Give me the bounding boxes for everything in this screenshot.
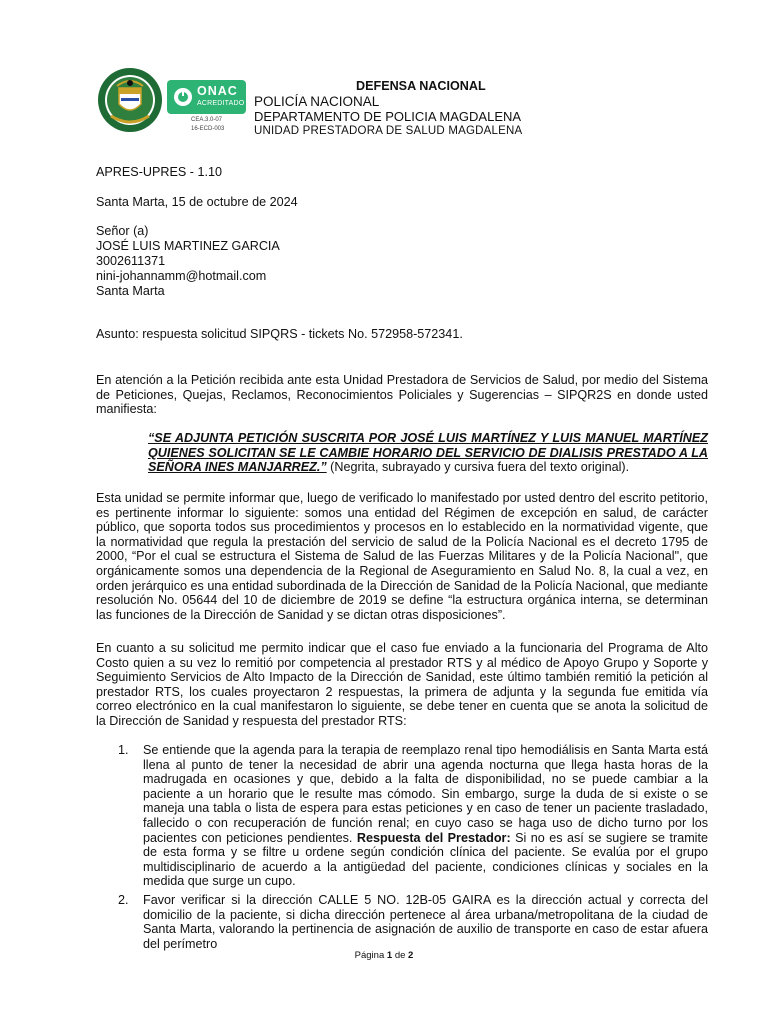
- header-departamento: DEPARTAMENTO DE POLICIA MAGDALENA: [254, 109, 522, 124]
- page-footer: [0, 950, 768, 962]
- header-unidad: UNIDAD PRESTADORA DE SALUD MAGDALENA: [254, 125, 523, 137]
- list-item-text: Favor verificar si la dirección CALLE 5 NO. 12B-05 GAIRA es la dirección actual y correcta del domicilio de la paciente, si dicha dirección pertenece al área urbana/metropolitana de la ciudad de Santa Marta, valorando la pertinencia de asignación de auxilio de transporte en caso de estar afuera del perímetro: [143, 893, 708, 951]
- onac-badge: [167, 80, 246, 114]
- header-policia: POLICÍA NACIONAL: [254, 94, 380, 109]
- accreditation-code-line1: CEA.3.0-07: [191, 117, 223, 123]
- recipient-city: Santa Marta: [96, 284, 165, 298]
- header-defensa: DEFENSA NACIONAL: [356, 79, 486, 93]
- quoted-petition-note: (Negrita, subrayado y cursiva fuera del texto original).: [326, 460, 630, 475]
- list-item-response: Si no es así se sugiere se tramite de esta forma y se filtre u ordene según condición clínica del paciente. Se evalúa por el grupo multidisciplinario de acuerdo a la antigüedad del paciente, condiciones clínicas y sociales en la medida que surge un cupo.: [143, 830, 708, 889]
- body-paragraph-2: En cuanto a su solicitud me permito indicar que el caso fue enviado a la funcionaria del Programa de Alto Costo quien a su vez lo remitió por competencia al prestador RTS y al médico de Apoyo Grupo y Soporte y Seguimiento Servicios de Alto Impacto de la Dirección de Sanidad, este último también remitió la petición al prestador RTS, los cuales proyectaron 2 respuestas, la primera de adjunta y la segunda fue emitida vía correo electrónico en la cual manifestaron lo siguiente, se debe tener en cuenta que se anota la solicitud de la Dirección de Sanidad y respuesta del prestador RTS:: [96, 641, 708, 728]
- list-item-text: Se entiende que la agenda para la terapia de reemplazo renal tipo hemodiálisis en Santa Marta está llena al punto de tener la necesidad de abrir una agenda nocturna que llega hasta horas de la madrugada en ocasiones y que, debido a la falta de disponibilidad, no se puede cambiar a la paciente a un horario que le resulte mas cómodo. Sin embargo, surge la duda de si existe o se maneja una tabla o lista de espera para estas peticiones y en caso de tener un paciente trasladado, fallecido o con recuperación de función renal; en cuyo caso se haga uso de dicho turno por los pacientes con peticiones pendientes.: [143, 743, 708, 845]
- provider-response-label: Respuesta del Prestador:: [356, 830, 511, 845]
- accreditation-code: [191, 116, 224, 134]
- total-pages: 2: [408, 950, 414, 961]
- onac-name: ONAC: [197, 84, 238, 98]
- current-page: 1: [386, 950, 393, 961]
- list-item: [143, 893, 708, 951]
- list-item: [143, 743, 708, 889]
- recipient-salutation: Señor (a): [96, 224, 149, 238]
- recipient-phone: 3002611371: [96, 254, 166, 268]
- quoted-petition-text: “SE ADJUNTA PETICIÓN SUSCRITA POR JOSÉ LUIS MARTÍNEZ Y LUIS MANUEL MARTÍNEZ QUIENES SOLICITAN SE LE CAMBIE HORARIO DEL SERVICIO DE DIALISIS PRESTADO A LA SEÑORA INES MANJARREZ.”: [148, 431, 708, 475]
- recipient-email: nini-johannamm@hotmail.com: [96, 269, 267, 283]
- list-item-number: 1.: [118, 743, 129, 757]
- list-item-number: 2.: [118, 893, 129, 907]
- subject-line: Asunto: respuesta solicitud SIPQRS - tickets No. 572958-572341.: [96, 327, 463, 341]
- recipient-name: JOSÉ LUIS MARTINEZ GARCIA: [96, 239, 280, 253]
- of-word: de: [394, 950, 406, 961]
- onac-logo-icon: [173, 87, 193, 107]
- date-line: Santa Marta, 15 de octubre de 2024: [96, 195, 298, 209]
- onac-subtitle: ACREDITADO: [197, 100, 245, 107]
- reference-code: APRES-UPRES - 1.10: [96, 165, 222, 179]
- page-word: Página: [354, 950, 385, 961]
- quoted-petition: [148, 431, 708, 475]
- intro-paragraph: En atención a la Petición recibida ante esta Unidad Prestadora de Servicios de Salud, por medio del Sistema de Peticiones, Quejas, Reclamos, Reconocimientos Policiales y Sugerencias – SIPQR2S en donde usted manifiesta:: [96, 373, 708, 417]
- body-paragraph-1: Esta unidad se permite informar que, luego de verificado lo manifestado por usted dentro del escrito petitorio, es pertinente informar lo siguiente: somos una entidad del Régimen de excepción en salud, de carácter público, que soporta todos sus procedimientos y procesos en lo establecido en la normatividad vigente, que la normatividad que regula la prestación del servicio de salud de la Policía Nacional es el decreto 1795 de 2000, “Por el cual se estructura el Sistema de Salud de las Fuerzas Militares y de la Policía Nacional", que orgánicamente somos una dependencia de la Regional de Aseguramiento en Salud No. 8, la cual a vez, en orden jerárquico es una entidad subordinada de la Dirección de Sanidad de la Policía Nacional, que mediante resolución No. 05644 del 10 de diciembre de 2019 se define “la estructura orgánica interna, se determinan las funciones de la Dirección de Sanidad y se dictan otras disposiciones”.: [96, 491, 708, 622]
- police-crest-logo: [97, 66, 163, 134]
- accreditation-code-line2: 16-ECD-003: [191, 126, 225, 132]
